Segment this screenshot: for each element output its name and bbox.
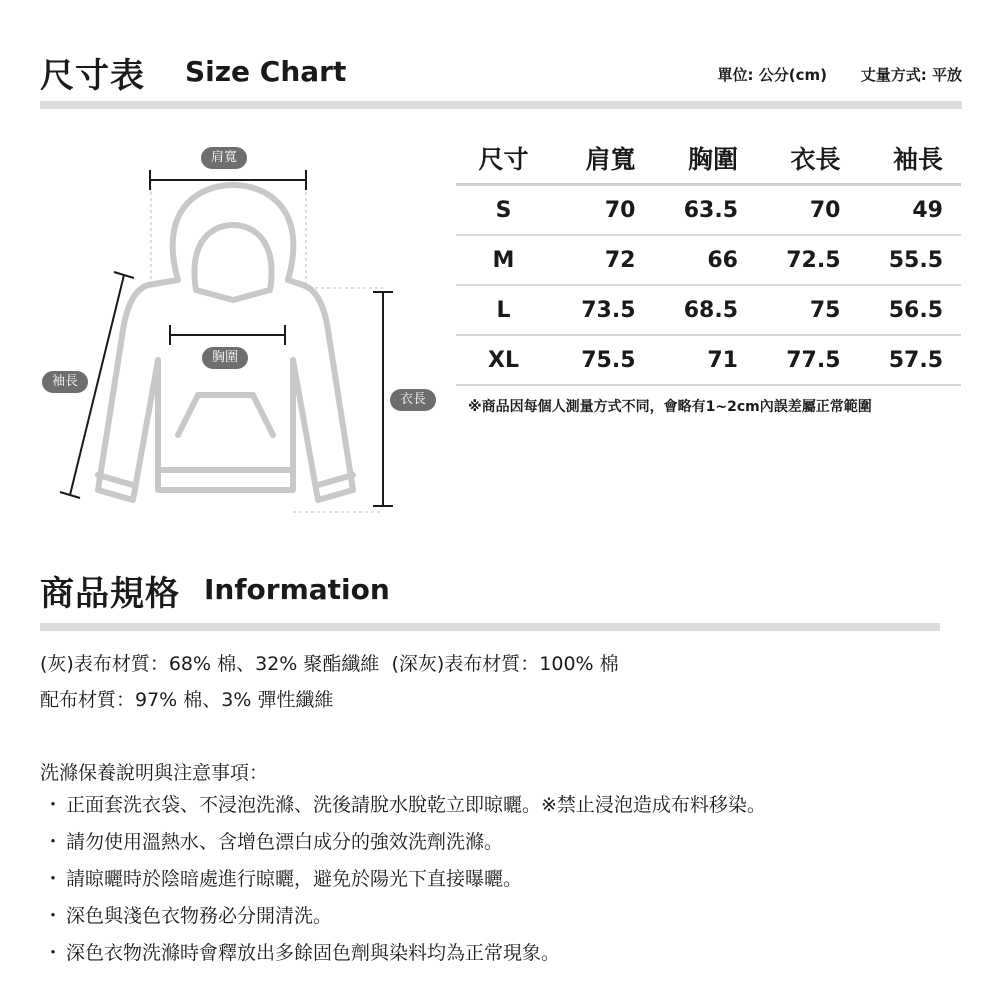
- information-header: [40, 566, 940, 612]
- length-cell: 70: [756, 185, 859, 236]
- care-item-text: 深色與淺色衣物務必分開清洗。: [66, 905, 333, 927]
- table-row: [456, 285, 961, 335]
- header-shoulder: 肩寬: [551, 133, 654, 185]
- chest-cell: 63.5: [654, 185, 757, 236]
- shoulder-cell: 72: [551, 235, 654, 285]
- size-chart-title-en: Size Chart: [185, 55, 347, 88]
- size-cell: S: [456, 185, 551, 236]
- hood-inner: [194, 225, 271, 300]
- shoulder-cell: 75.5: [551, 335, 654, 385]
- sleeve-cell: 49: [859, 185, 962, 236]
- length-label: 衣長: [390, 389, 436, 411]
- header-sleeve: 袖長: [859, 133, 962, 185]
- unit-label: 單位: 公分(cm): [717, 66, 827, 84]
- material-line-2: 配布材質：97% 棉、3% 彈性纖維: [40, 689, 334, 711]
- information-title-en: Information: [204, 573, 390, 606]
- size-cell: XL: [456, 335, 551, 385]
- bullet: ・: [43, 942, 63, 964]
- care-item-text: 深色衣物洗滌時會釋放出多餘固色劑與染料均為正常現象。: [66, 942, 561, 964]
- length-cell: 75: [756, 285, 859, 335]
- shoulder-cell: 70: [551, 185, 654, 236]
- size-cell: M: [456, 235, 551, 285]
- header-chest: 胸圍: [654, 133, 757, 185]
- care-list: [40, 787, 960, 972]
- chest-cell: 71: [654, 335, 757, 385]
- table-row: [456, 335, 961, 385]
- chest-label: 胸圍: [202, 347, 248, 369]
- care-item-text: 請晾曬時於陰暗處進行晾曬，避免於陽光下直接曝曬。: [66, 868, 523, 890]
- bullet: ・: [43, 868, 63, 890]
- table-row: [456, 235, 961, 285]
- information-divider: [40, 623, 940, 631]
- hoodie-diagram: [38, 140, 448, 530]
- size-table-header-row: [456, 133, 961, 185]
- size-chart-divider: [40, 101, 962, 109]
- measurement-note: ※商品因每個人測量方式不同，會略有1~2cm內誤差屬正常範圍: [468, 399, 872, 415]
- list-item: [40, 898, 960, 935]
- care-title: 洗滌保養說明與注意事項：: [40, 762, 269, 784]
- sleeve-cell: 55.5: [859, 235, 962, 285]
- sleeve-cell: 57.5: [859, 335, 962, 385]
- bullet: ・: [43, 905, 63, 927]
- measure-method-label: 丈量方式: 平放: [860, 66, 962, 84]
- list-item: [40, 861, 960, 898]
- right-cuff: [318, 475, 353, 485]
- bullet: ・: [43, 831, 63, 853]
- care-item-text: 正面套洗衣袋、不浸泡洗滌、洗後請脫水脫乾立即晾曬。※禁止浸泡造成布料移染。: [66, 794, 766, 816]
- information-title-zh: 商品規格: [40, 574, 180, 614]
- shoulder-label: 肩寬: [201, 147, 247, 169]
- left-cuff: [98, 475, 133, 485]
- size-chart-title-zh: 尺寸表: [40, 56, 145, 96]
- list-item: [40, 787, 960, 824]
- size-chart-header: [40, 48, 962, 94]
- bullet: ・: [43, 794, 63, 816]
- length-cell: 72.5: [756, 235, 859, 285]
- sleeve-label: 袖長: [42, 371, 88, 393]
- list-item: [40, 935, 960, 972]
- material-line-1: (灰)表布材質：68% 棉、32% 聚酯纖維 (深灰)表布材質：100% 棉: [40, 653, 619, 675]
- hood-outline: [173, 185, 294, 280]
- sleeve-cell: 56.5: [859, 285, 962, 335]
- pocket: [178, 395, 273, 435]
- chest-cell: 66: [654, 235, 757, 285]
- list-item: [40, 824, 960, 861]
- chest-cell: 68.5: [654, 285, 757, 335]
- size-cell: L: [456, 285, 551, 335]
- shoulder-cell: 73.5: [551, 285, 654, 335]
- header-size: 尺寸: [456, 133, 551, 185]
- size-table: [456, 133, 961, 386]
- care-item-text: 請勿使用溫熱水、含增色漂白成分的強效洗劑洗滌。: [66, 831, 504, 853]
- table-row: [456, 185, 961, 236]
- header-length: 衣長: [756, 133, 859, 185]
- length-cell: 77.5: [756, 335, 859, 385]
